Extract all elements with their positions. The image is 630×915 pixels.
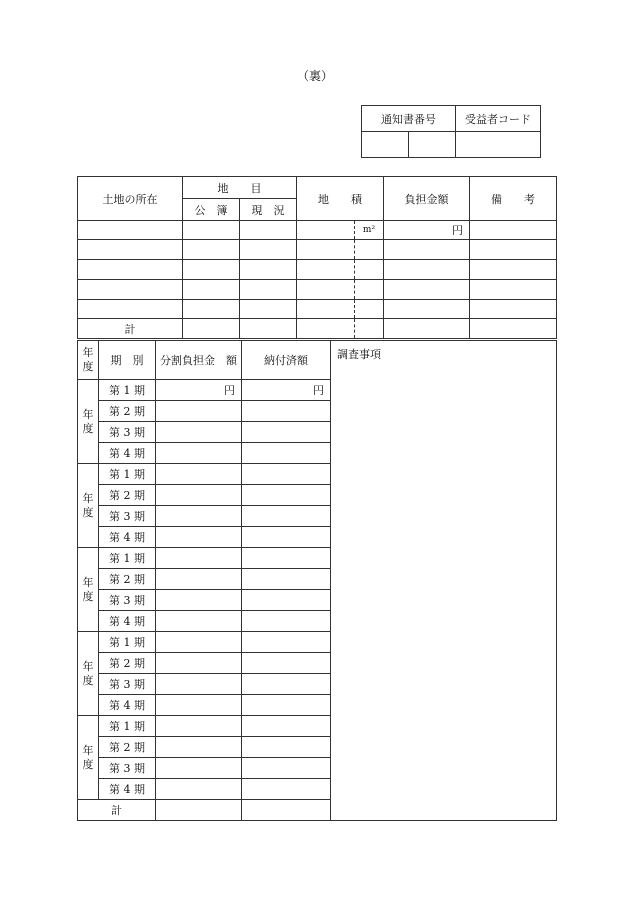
burden-amount-unit: 円 <box>384 221 470 240</box>
notice-number-cell-2[interactable] <box>409 132 456 158</box>
year-label: 年度 <box>78 464 99 548</box>
period-label: 第 2 期 <box>99 569 156 590</box>
burden-amount-header: 負担金額 <box>384 177 470 221</box>
period-header: 期 別 <box>99 341 156 380</box>
installment-unit: 円 <box>156 380 242 401</box>
year-label: 年度 <box>78 548 99 632</box>
period-label: 第 3 期 <box>99 422 156 443</box>
land-row <box>78 260 557 280</box>
land-row <box>78 300 557 319</box>
period-label: 第 2 期 <box>99 653 156 674</box>
land-row <box>78 221 557 240</box>
period-label: 第 3 期 <box>99 590 156 611</box>
installment-amount-header: 分割負担金 額 <box>156 341 242 380</box>
period-label: 第 2 期 <box>99 485 156 506</box>
land-table <box>77 176 557 339</box>
beneficiary-code-label: 受益者コード <box>456 106 541 132</box>
period-label: 第 2 期 <box>99 401 156 422</box>
installment-total-label: 計 <box>78 800 156 821</box>
code-box <box>361 105 541 158</box>
period-label: 第 3 期 <box>99 758 156 779</box>
survey-items-label: 調査事項 <box>337 348 381 361</box>
year-label: 年度 <box>78 380 99 464</box>
land-row <box>78 280 557 300</box>
year-header: 年度 <box>78 341 99 380</box>
actual-header: 現 況 <box>240 199 297 221</box>
area-header: 地 積 <box>297 177 384 221</box>
remarks-header: 備 考 <box>470 177 557 221</box>
installment-table <box>77 340 557 821</box>
period-label: 第 1 期 <box>99 716 156 737</box>
location-header: 土地の所在 <box>78 177 183 221</box>
period-label: 第 1 期 <box>99 632 156 653</box>
period-label: 第 1 期 <box>99 464 156 485</box>
period-label: 第 4 期 <box>99 611 156 632</box>
period-label: 第 1 期 <box>99 548 156 569</box>
period-label: 第 2 期 <box>99 737 156 758</box>
period-label: 第 3 期 <box>99 674 156 695</box>
beneficiary-code-cell[interactable] <box>456 132 541 158</box>
paid-amount-header: 納付済額 <box>242 341 331 380</box>
notice-number-label: 通知書番号 <box>362 106 456 132</box>
paid-unit: 円 <box>242 380 331 401</box>
registry-header: 公 簿 <box>183 199 240 221</box>
land-category-header: 地 目 <box>183 177 297 199</box>
survey-items-area[interactable] <box>331 341 557 821</box>
land-row <box>78 240 557 260</box>
year-label: 年度 <box>78 716 99 800</box>
period-label: 第 4 期 <box>99 527 156 548</box>
area-unit: m² <box>355 221 384 240</box>
land-total-label: 計 <box>78 319 183 339</box>
page-title: （裏） <box>296 69 333 83</box>
period-label: 第 4 期 <box>99 443 156 464</box>
land-total-row <box>78 319 557 339</box>
period-label: 第 3 期 <box>99 506 156 527</box>
period-label: 第 4 期 <box>99 695 156 716</box>
period-label: 第 1 期 <box>99 380 156 401</box>
year-label: 年度 <box>78 632 99 716</box>
notice-number-cell-1[interactable] <box>362 132 409 158</box>
period-label: 第 4 期 <box>99 779 156 800</box>
